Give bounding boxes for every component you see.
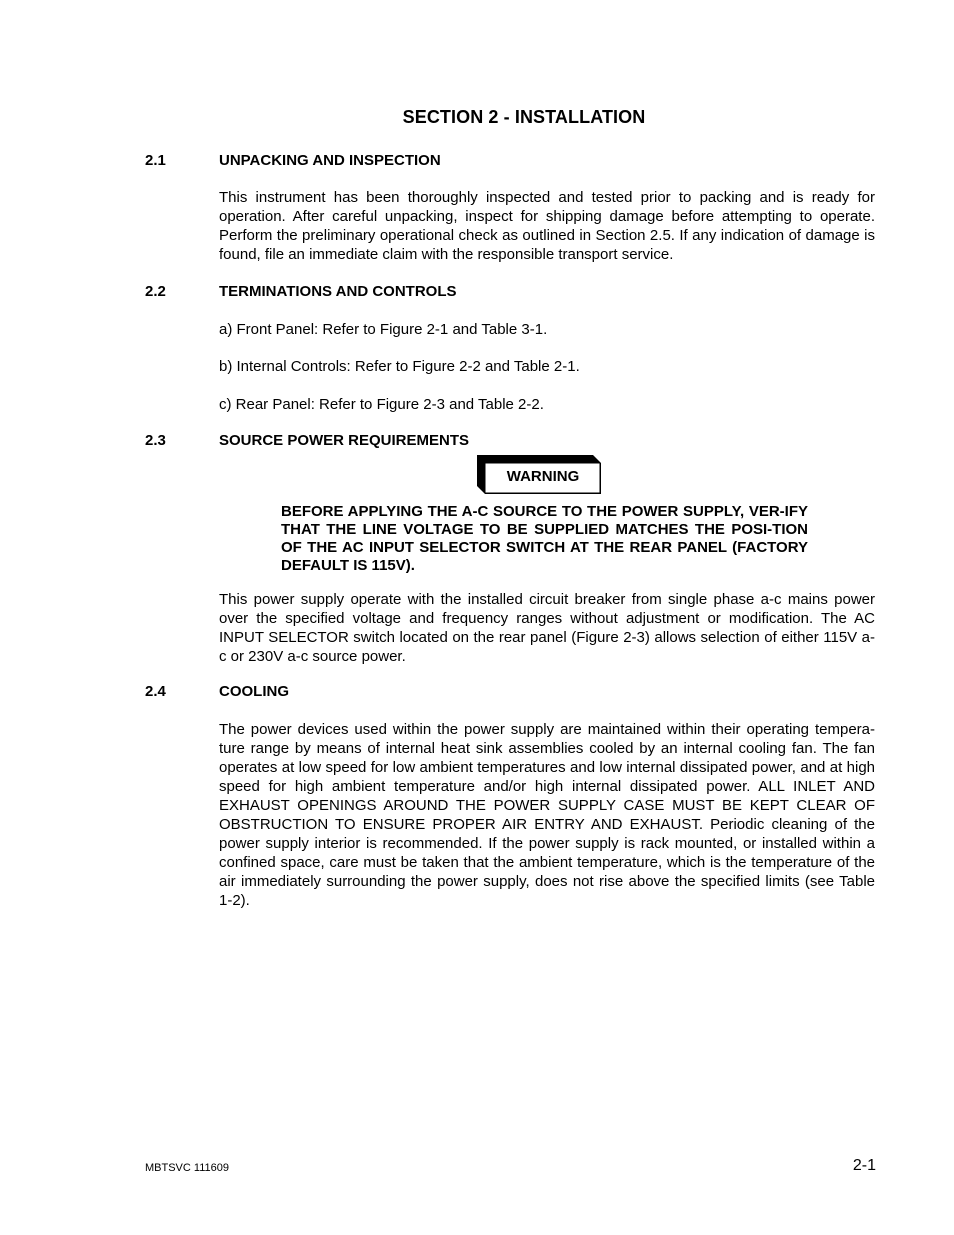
section-2-4-number: 2.4	[145, 683, 166, 700]
list-item-rear-panel: c) Rear Panel: Refer to Figure 2-3 and Table 2-2.	[219, 396, 544, 413]
warning-box	[477, 455, 601, 494]
list-item-internal-controls: b) Internal Controls: Refer to Figure 2-2 and Table 2-1.	[219, 358, 580, 375]
warning-text: BEFORE APPLYING THE A-C SOURCE TO THE POWER SUPPLY, VER-IFY THAT THE LINE VOLTAGE TO BE SUPPLIED MATCHES THE POSI-TION OF THE AC INPUT SELECTOR SWITCH AT THE REAR PANEL (FACTORY DEFAULT IS 115V).	[281, 503, 808, 574]
list-item-front-panel: a) Front Panel: Refer to Figure 2-1 and Table 3-1.	[219, 321, 548, 338]
footer-page-number: 2-1	[852, 1157, 876, 1174]
section-2-1-number: 2.1	[145, 152, 166, 169]
section-2-3-title: SOURCE POWER REQUIREMENTS	[219, 432, 470, 449]
warning-label: WARNING	[506, 468, 580, 485]
page-title: SECTION 2 - INSTALLATION	[402, 107, 646, 127]
section-2-3-body: This power supply operate with the installed circuit breaker from single phase a-c mains power over the specified voltage and frequency ranges without adjustment or modification. The AC INPUT SELECTOR switch located on the rear panel (Figure 2-3) allows selection of either 115V a-c or 230V a-c source power.	[219, 591, 875, 665]
section-2-4-title: COOLING	[219, 683, 289, 700]
section-2-3-number: 2.3	[145, 432, 166, 449]
footer-doc-id: MBTSVC 111609	[145, 1162, 229, 1174]
section-2-2-number: 2.2	[145, 283, 166, 300]
section-2-4-body: The power devices used within the power supply are maintained within their operating tempera-ture range by means of internal heat sink assemblies cooled by an internal cooling fan. The fan operates at low speed for low ambient temperatures and low internal dissipated power, and at high speed for high ambient temperature and/or high internal dissipated power. ALL INLET AND EXHAUST OPENINGS AROUND THE POWER SUPPLY CASE MUST BE KEPT CLEAR OF OBSTRUCTION TO ENSURE PROPER AIR ENTRY AND EXHAUST. Periodic cleaning of the power supply interior is recommended. If the power supply is rack mounted, or installed within a confined space, care must be taken that the ambient temperature, which is the temperature of the air immediately surrounding the power supply, does not rise above the specified limits (see Table 1-2).	[219, 721, 875, 909]
section-2-1-body: This instrument has been thoroughly inspected and tested prior to packing and is ready for operation. After careful unpacking, inspect for shipping damage before attempting to operate. Perform the preliminary operational check as outlined in Section 2.5. If any indication of damage is found, file an immediate claim with the responsible transport service.	[219, 189, 875, 263]
section-2-2-title: TERMINATIONS AND CONTROLS	[219, 283, 457, 300]
section-2-1-title: UNPACKING AND INSPECTION	[219, 152, 441, 169]
